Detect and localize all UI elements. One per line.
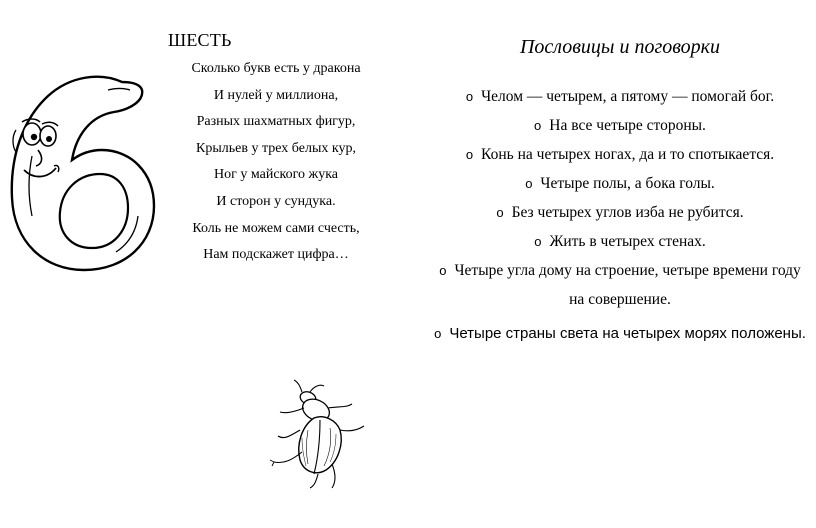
proverb-text: Без четырех углов изба не рубится. [511,204,744,221]
poem-line: Нам подскажет цифра… [203,247,349,263]
proverb-text: Четыре полы, а бока голы. [540,175,715,192]
proverb-item [430,198,810,227]
proverb-item [430,111,810,140]
beetle-illustration [262,378,374,490]
poem-line: Крыльев у трех белых кур, [196,140,356,156]
proverb-item [430,140,810,169]
proverb-item [430,82,810,111]
bullet-icon: o [439,263,447,278]
proverb-item [430,169,810,198]
number-six-illustration [4,66,164,276]
proverbs-list [430,82,810,382]
proverb-item [430,256,810,314]
bullet-icon: o [534,118,542,133]
bullet-icon: o [534,234,542,249]
poem-line: И нулей у миллиона, [213,87,339,103]
bullet-icon: o [434,326,442,341]
poem-line: Ног у майского жука [214,167,338,183]
poem [168,56,384,269]
left-heading: ШЕСТЬ [168,30,232,50]
poem-line: Сколько букв есть у дракона [191,61,361,76]
proverb-item [430,318,810,382]
bullet-icon: o [525,176,533,191]
proverb-text: На все четыре стороны. [549,117,706,134]
proverb-text: Четыре страны света на четырех морях положены. [449,325,806,342]
proverbs-title: Пословицы и поговорки [519,36,721,58]
proverb-text: Жить в четырех стенах. [549,233,706,250]
proverb-text: Челом — четырем, а пятому — помогай бог. [481,88,775,105]
proverb-text: Четыре угла дому на строение, четыре времени году на совершение. [454,262,801,308]
poem-line: И сторон у сундука. [216,193,336,209]
bullet-icon: o [465,147,474,162]
poem-line: Разных шахматных фигур, [196,114,356,130]
bullet-icon: o [465,89,474,104]
proverb-text: Конь на четырех ногах, да и то спотыкается. [481,146,775,163]
proverb-item [430,227,810,256]
bullet-icon: o [496,205,504,220]
poem-line: Коль не можем сами счесть, [192,220,360,236]
